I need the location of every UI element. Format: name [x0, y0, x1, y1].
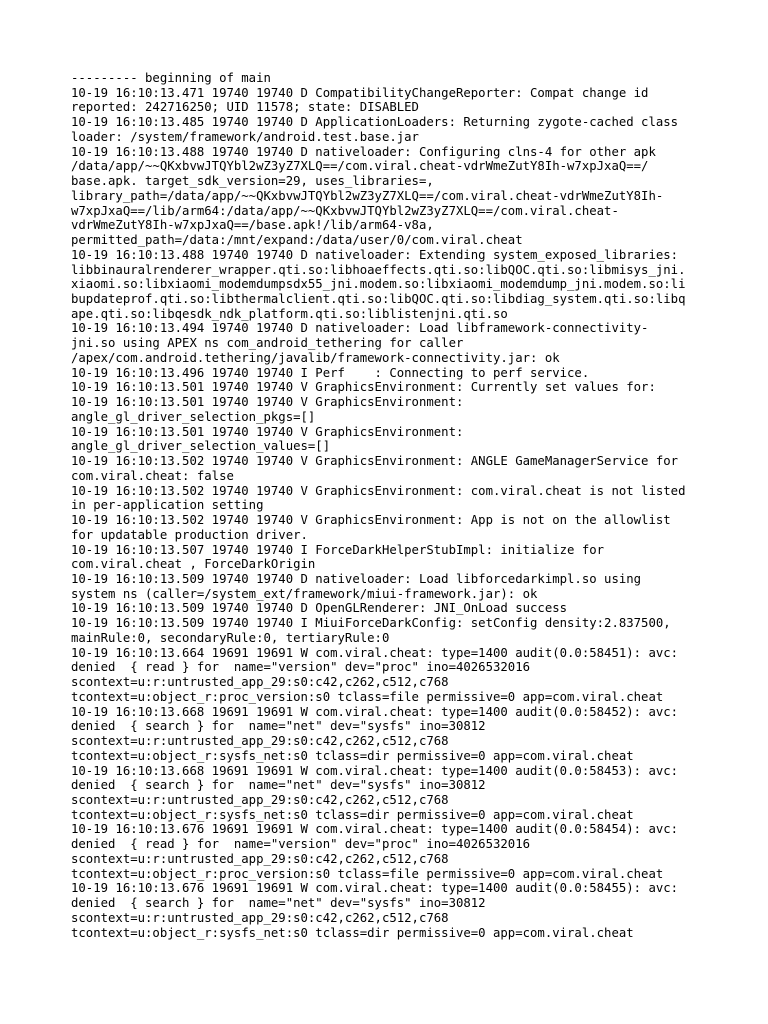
log-line: tcontext=u:object_r:sysfs_net:s0 tclass=dir permissive=0 app=com.viral.cheat [71, 748, 634, 763]
log-line: reported: 242716250; UID 11578; state: DISABLED [71, 100, 419, 115]
log-line: 10-19 16:10:13.668 19691 19691 W com.viral.cheat: type=1400 audit(0.0:58452): avc: [71, 704, 679, 719]
log-line: angle_gl_driver_selection_pkgs=[] [71, 409, 316, 424]
log-line: 10-19 16:10:13.501 19740 19740 V GraphicsEnvironment: Currently set values for: [71, 380, 656, 395]
log-line: tcontext=u:object_r:proc_version:s0 tclass=file permissive=0 app=com.viral.cheat [71, 689, 664, 704]
log-line: in per-application setting [71, 498, 264, 513]
log-line: 10-19 16:10:13.676 19691 19691 W com.viral.cheat: type=1400 audit(0.0:58455): avc: [71, 881, 679, 896]
log-line: com.viral.cheat: false [71, 468, 234, 483]
log-line: /data/app/~~QKxbvwJTQYbl2wZ3yZ7XLQ==/com.viral.cheat-vdrWmeZutY8Ih-w7xpJxaQ==/ [71, 159, 649, 174]
log-line: 10-19 16:10:13.488 19740 19740 D nativeloader: Extending system_exposed_libraries: [71, 247, 679, 262]
log-line: denied { read } for name="version" dev="proc" ino=4026532016 [71, 837, 531, 852]
log-line: permitted_path=/data:/mnt/expand:/data/user/0/com.viral.cheat [71, 233, 523, 248]
log-output [71, 71, 711, 940]
log-line: 10-19 16:10:13.502 19740 19740 V GraphicsEnvironment: App is not on the allowlist [71, 513, 671, 528]
log-line: 10-19 16:10:13.676 19691 19691 W com.viral.cheat: type=1400 audit(0.0:58454): avc: [71, 822, 679, 837]
log-line: --------- beginning of main [71, 71, 271, 85]
log-line: mainRule:0, secondaryRule:0, tertiaryRule:0 [71, 630, 390, 645]
log-line: 10-19 16:10:13.668 19691 19691 W com.viral.cheat: type=1400 audit(0.0:58453): avc: [71, 763, 679, 778]
log-line: bupdateprof.qti.so:libthermalclient.qti.so:libQOC.qti.so:libdiag_system.qti.so:libq [71, 292, 686, 307]
log-line: 10-19 16:10:13.502 19740 19740 V GraphicsEnvironment: ANGLE GameManagerService for [71, 454, 679, 469]
log-line: /apex/com.android.tethering/javalib/framework-connectivity.jar: ok [71, 350, 560, 365]
log-line: 10-19 16:10:13.488 19740 19740 D nativeloader: Configuring clns-4 for other apk [71, 144, 656, 159]
log-line: 10-19 16:10:13.485 19740 19740 D ApplicationLoaders: Returning zygote-cached class [71, 115, 679, 130]
log-line: tcontext=u:object_r:sysfs_net:s0 tclass=dir permissive=0 app=com.viral.cheat [71, 807, 634, 822]
log-line: denied { search } for name="net" dev="sysfs" ino=30812 [71, 778, 486, 793]
log-line: system ns (caller=/system_ext/framework/miui-framework.jar): ok [71, 586, 538, 601]
log-line: 10-19 16:10:13.501 19740 19740 V GraphicsEnvironment: [71, 395, 464, 410]
log-line: w7xpJxaQ==/lib/arm64:/data/app/~~QKxbvwJTQYbl2wZ3yZ7XLQ==/com.viral.cheat- [71, 203, 619, 218]
log-line: tcontext=u:object_r:proc_version:s0 tclass=file permissive=0 app=com.viral.cheat [71, 866, 664, 881]
log-line: denied { read } for name="version" dev="proc" ino=4026532016 [71, 660, 531, 675]
log-line: 10-19 16:10:13.664 19691 19691 W com.viral.cheat: type=1400 audit(0.0:58451): avc: [71, 645, 679, 660]
log-line: 10-19 16:10:13.509 19740 19740 I MiuiForceDarkConfig: setConfig density:2.837500, [71, 616, 671, 631]
log-line: scontext=u:r:untrusted_app_29:s0:c42,c262,c512,c768 [71, 734, 449, 749]
log-line: angle_gl_driver_selection_values=[] [71, 439, 331, 454]
log-line: loader: /system/framework/android.test.base.jar [71, 129, 419, 144]
log-line: for updatable production driver. [71, 527, 308, 542]
log-line: tcontext=u:object_r:sysfs_net:s0 tclass=dir permissive=0 app=com.viral.cheat [71, 925, 634, 940]
log-line: vdrWmeZutY8Ih-w7xpJxaQ==/base.apk!/lib/arm64-v8a, [71, 218, 434, 233]
log-line: denied { search } for name="net" dev="sysfs" ino=30812 [71, 896, 486, 911]
log-line: denied { search } for name="net" dev="sysfs" ino=30812 [71, 719, 486, 734]
log-line: 10-19 16:10:13.496 19740 19740 I Perf : Connecting to perf service. [71, 365, 590, 380]
log-line: scontext=u:r:untrusted_app_29:s0:c42,c262,c512,c768 [71, 910, 449, 925]
log-line: base.apk. target_sdk_version=29, uses_libraries=, [71, 174, 434, 189]
log-line: scontext=u:r:untrusted_app_29:s0:c42,c262,c512,c768 [71, 851, 449, 866]
log-line: libbinauralrenderer_wrapper.qti.so:libhoaeffects.qti.so:libQOC.qti.so:libmisys_jni. [71, 262, 686, 277]
log-line: scontext=u:r:untrusted_app_29:s0:c42,c262,c512,c768 [71, 675, 449, 690]
log-line: 10-19 16:10:13.509 19740 19740 D nativeloader: Load libforcedarkimpl.so using [71, 571, 642, 586]
log-line: 10-19 16:10:13.471 19740 19740 D CompatibilityChangeReporter: Compat change id [71, 85, 649, 100]
log-line: scontext=u:r:untrusted_app_29:s0:c42,c262,c512,c768 [71, 792, 449, 807]
log-line: xiaomi.so:libxiaomi_modemdumpsdx55_jni.modem.so:libxiaomi_modemdump_jni.modem.so:li [71, 277, 686, 292]
log-line: library_path=/data/app/~~QKxbvwJTQYbl2wZ3yZ7XLQ==/com.viral.cheat-vdrWmeZutY8Ih- [71, 188, 664, 203]
log-line: 10-19 16:10:13.507 19740 19740 I ForceDarkHelperStubImpl: initialize for [71, 542, 605, 557]
log-line: 10-19 16:10:13.501 19740 19740 V GraphicsEnvironment: [71, 424, 464, 439]
log-line: com.viral.cheat , ForceDarkOrigin [71, 557, 316, 572]
log-line: ape.qti.so:libqesdk_ndk_platform.qti.so:liblistenjni.qti.so [71, 306, 508, 321]
log-line: 10-19 16:10:13.509 19740 19740 D OpenGLRenderer: JNI_OnLoad success [71, 601, 568, 616]
log-line: 10-19 16:10:13.502 19740 19740 V GraphicsEnvironment: com.viral.cheat is not listed [71, 483, 686, 498]
log-line: jni.so using APEX ns com_android_tethering for caller [71, 336, 464, 351]
log-line: 10-19 16:10:13.494 19740 19740 D nativeloader: Load libframework-connectivity- [71, 321, 649, 336]
